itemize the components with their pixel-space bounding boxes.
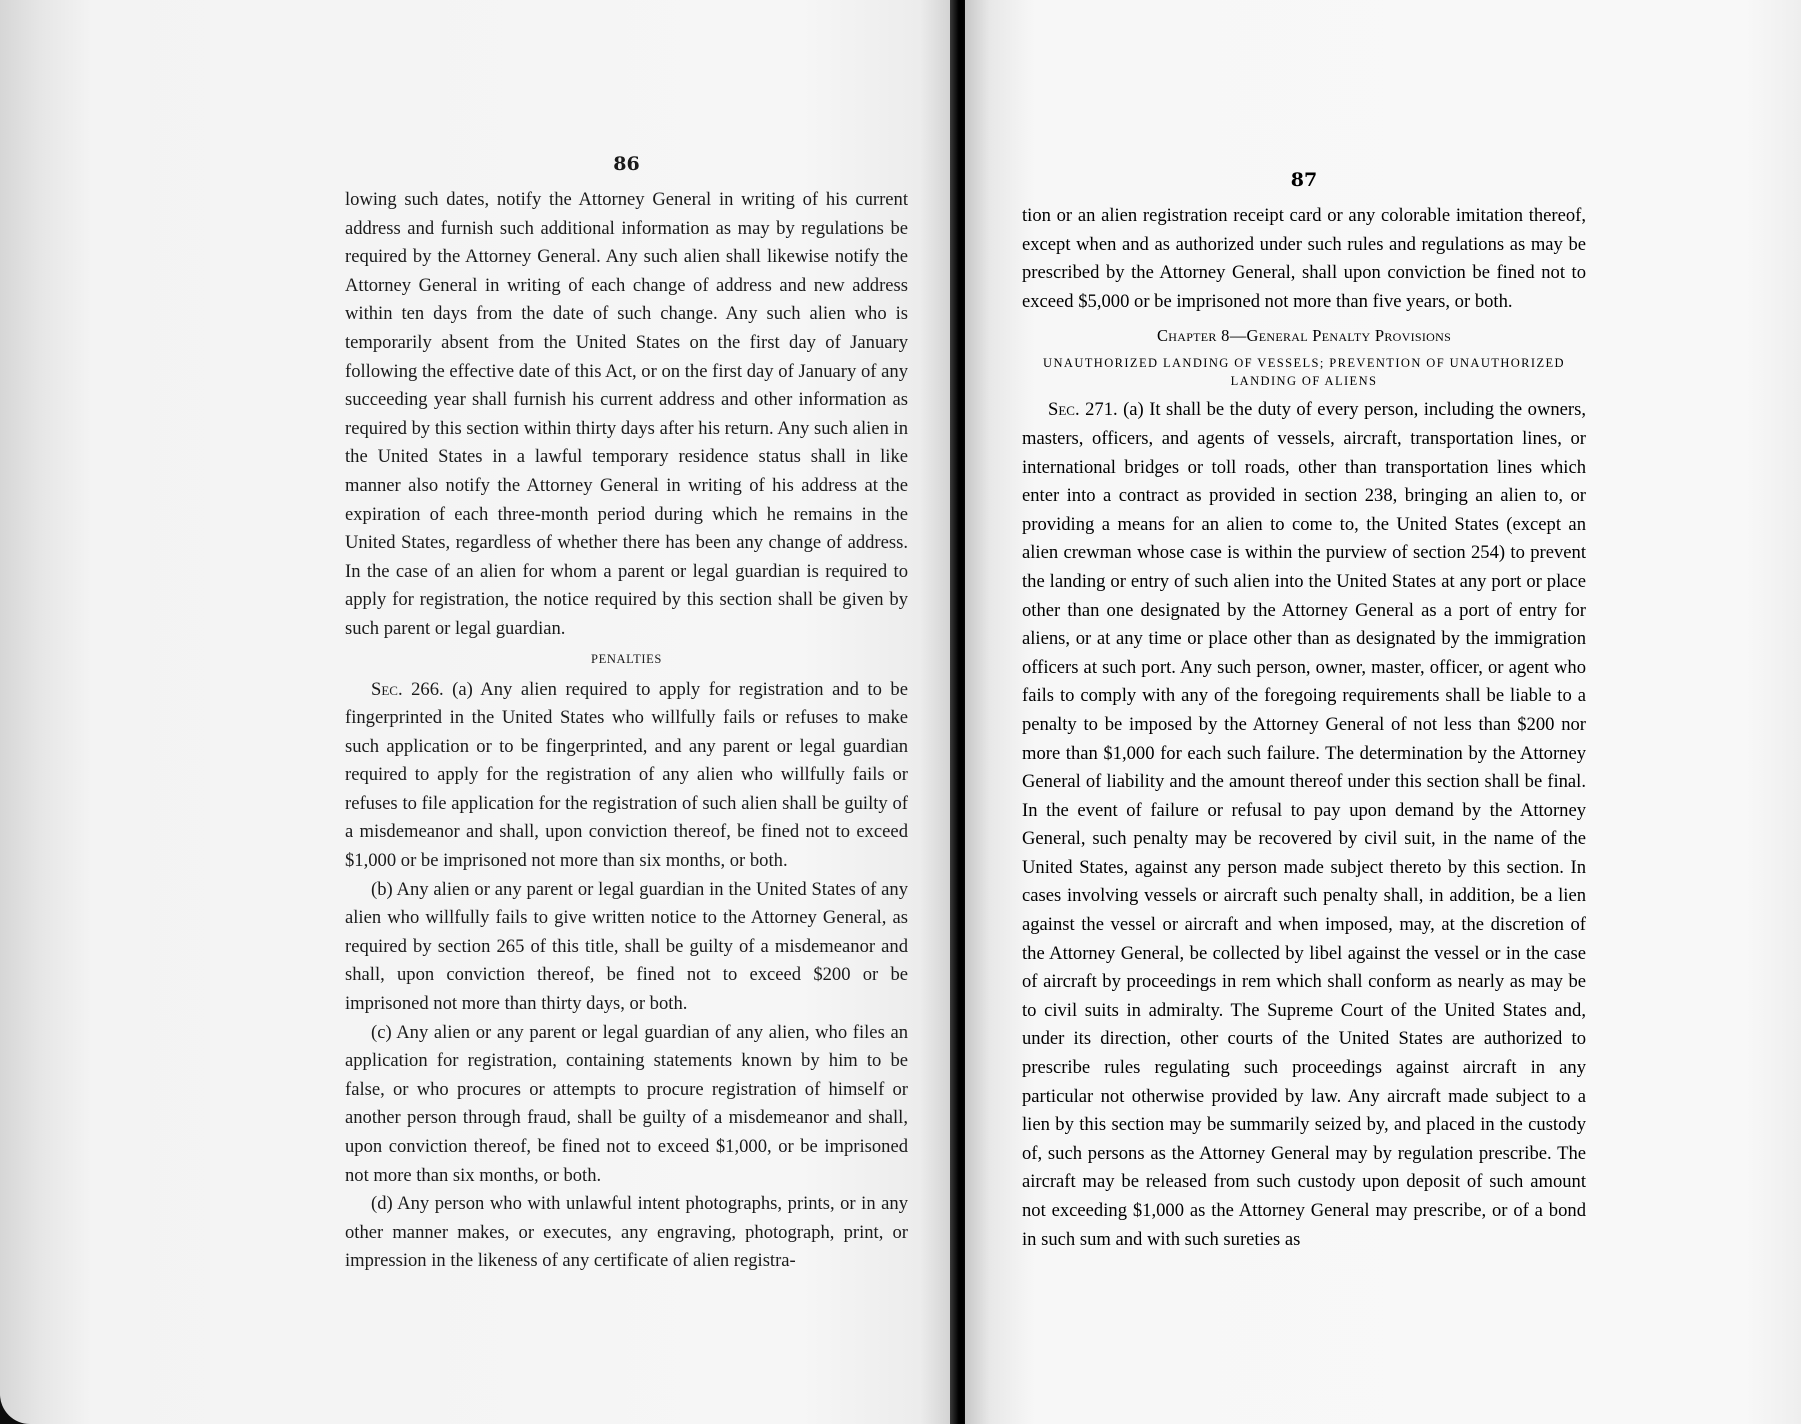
paragraph: lowing such dates, notify the Attorney General in writing of his current address and furnish such additional information as may by regulations be required by the Attorney General. Any such alien shall likewise notify the Attorney General in writing of each change of address and new address within ten days from the date of such change. Any such alien who is temporarily absent from the United States on the first day of January following the effective date of this Act, or on the first day of January of any succeeding year shall furnish his current address and other information as required by this section within thirty days after his return. Any such alien in the United States in a lawful temporary residence status shall in like manner also notify the Attorney General in writing of his address at the expiration of each three-month period during which he remains in the United States, regardless of whether there has been any change of address. In the case of an alien for whom a parent or legal guardian is required to apply for registration, the notice required by this section shall be given by such parent or legal guardian.: [345, 189, 908, 639]
section-text: 266. (a) Any alien required to apply for registration and to be fingerprinted in the United States who willfully fails or refuses to make such application or to be fingerprinted, and any parent or legal guardian required to apply for the registration of any alien who willfully fails or refuses to file application for the registration of such alien shall be guilty of a misdemeanor and shall, upon conviction thereof, be fined not to exceed $1,000 or be imprisoned not more than six months, or both.: [345, 678, 908, 872]
section-text: 271. (a) It shall be the duty of every person, including the owners, masters, officers, and agents of vessels, aircraft, transportation lines, or international bridges or toll roads, other than transportation lines which enter into a contract as provided in section 238, bringing an alien to, or providing a means for an alien to come to, the United States (except an alien crewman whose case is within the purview of section 254) to prevent the landing or entry of such alien into the United States at any port or place other than one designated by the Attorney General as a port of entry for aliens, or at any time or place other than as designated by the immigration officers at such port. Any such person, owner, master, officer, or agent who fails to comply with any of the foregoing requirements shall be liable to a penalty to be imposed by the Attorney General of not less than $200 nor more than $1,000 for each such failure. The determination by the Attorney General of liability and the amount thereof under this section shall be final. In the event of failure or refusal to pay upon demand by the Attorney General, such penalty may be recovered by civil suit, in the name of the United States, against any person made subject thereto by this section. In cases involving vessels or aircraft such penalty shall, in addition, be a lien against the vessel or aircraft and when imposed, may, at the discretion of the Attorney General, be collected by libel against the vessel or in the case of aircraft by proceedings in rem which shall conform as nearly as may be to civil suits in admiralty. The Supreme Court of the United States and, under its direction, other courts of the United States are authorized to prescribe rules regulating such proceedings against aircraft in any particular not otherwise provided by law. Any aircraft made subject to a lien by this section may be summarily seized by, and placed in the custody of, such persons as the Attorney General may by regulation prescribe. The aircraft may be released from such custody upon deposit of such amount not exceeding $1,000 as the Attorney General may prescribe, or of a bond in such sum and with such sureties as: [1022, 399, 1586, 1250]
chapter-heading: Chapter 8—General Penalty Provisions: [1156, 326, 1452, 346]
section-heading: PENALTIES: [591, 651, 662, 666]
left-page-text: [345, 152, 908, 1276]
section-266-a: [345, 676, 908, 876]
page-number: 87: [1290, 169, 1318, 191]
section-271-a: [1022, 396, 1586, 1254]
section-subheading: UNAUTHORIZED LANDING OF VESSELS; PREVENTION OF UNAUTHORIZED LANDING OF ALIENS: [1043, 356, 1565, 389]
section-266-c: (c) Any alien or any parent or legal guardian of any alien, who files an application for registration, containing statements known by him to be false, or who procures or attempts to procure registration of himself or another person through fraud, shall be guilty of a misdemeanor and shall, upon conviction thereof, be fined not to exceed $1,000, or be imprisoned not more than six months, or both.: [345, 1021, 908, 1186]
section-label: Sec.: [371, 678, 403, 700]
section-266-d: (d) Any person who with unlawful intent photographs, prints, or in any other manner makes, or executes, any engraving, photograph, print, or impression in the likeness of any certificate of alien registra-: [345, 1193, 908, 1272]
section-label: Sec.: [1048, 399, 1080, 421]
right-page-text: [1022, 168, 1586, 1254]
page-number: 86: [613, 153, 640, 175]
paragraph: tion or an alien registration receipt card or any colorable imitation thereof, except when and as authorized under such rules and regulations as may be prescribed by the Attorney General, shall upon conviction be fined not to exceed $5,000 or be imprisoned not more than five years, or both.: [1022, 205, 1586, 312]
section-266-b: (b) Any alien or any parent or legal guardian in the United States of any alien who willfully fails to give written notice to the Attorney General, as required by section 265 of this title, shall be guilty of a misdemeanor and shall, upon conviction thereof, be fined not to exceed $200 or be imprisoned not more than thirty days, or both.: [345, 878, 908, 1015]
